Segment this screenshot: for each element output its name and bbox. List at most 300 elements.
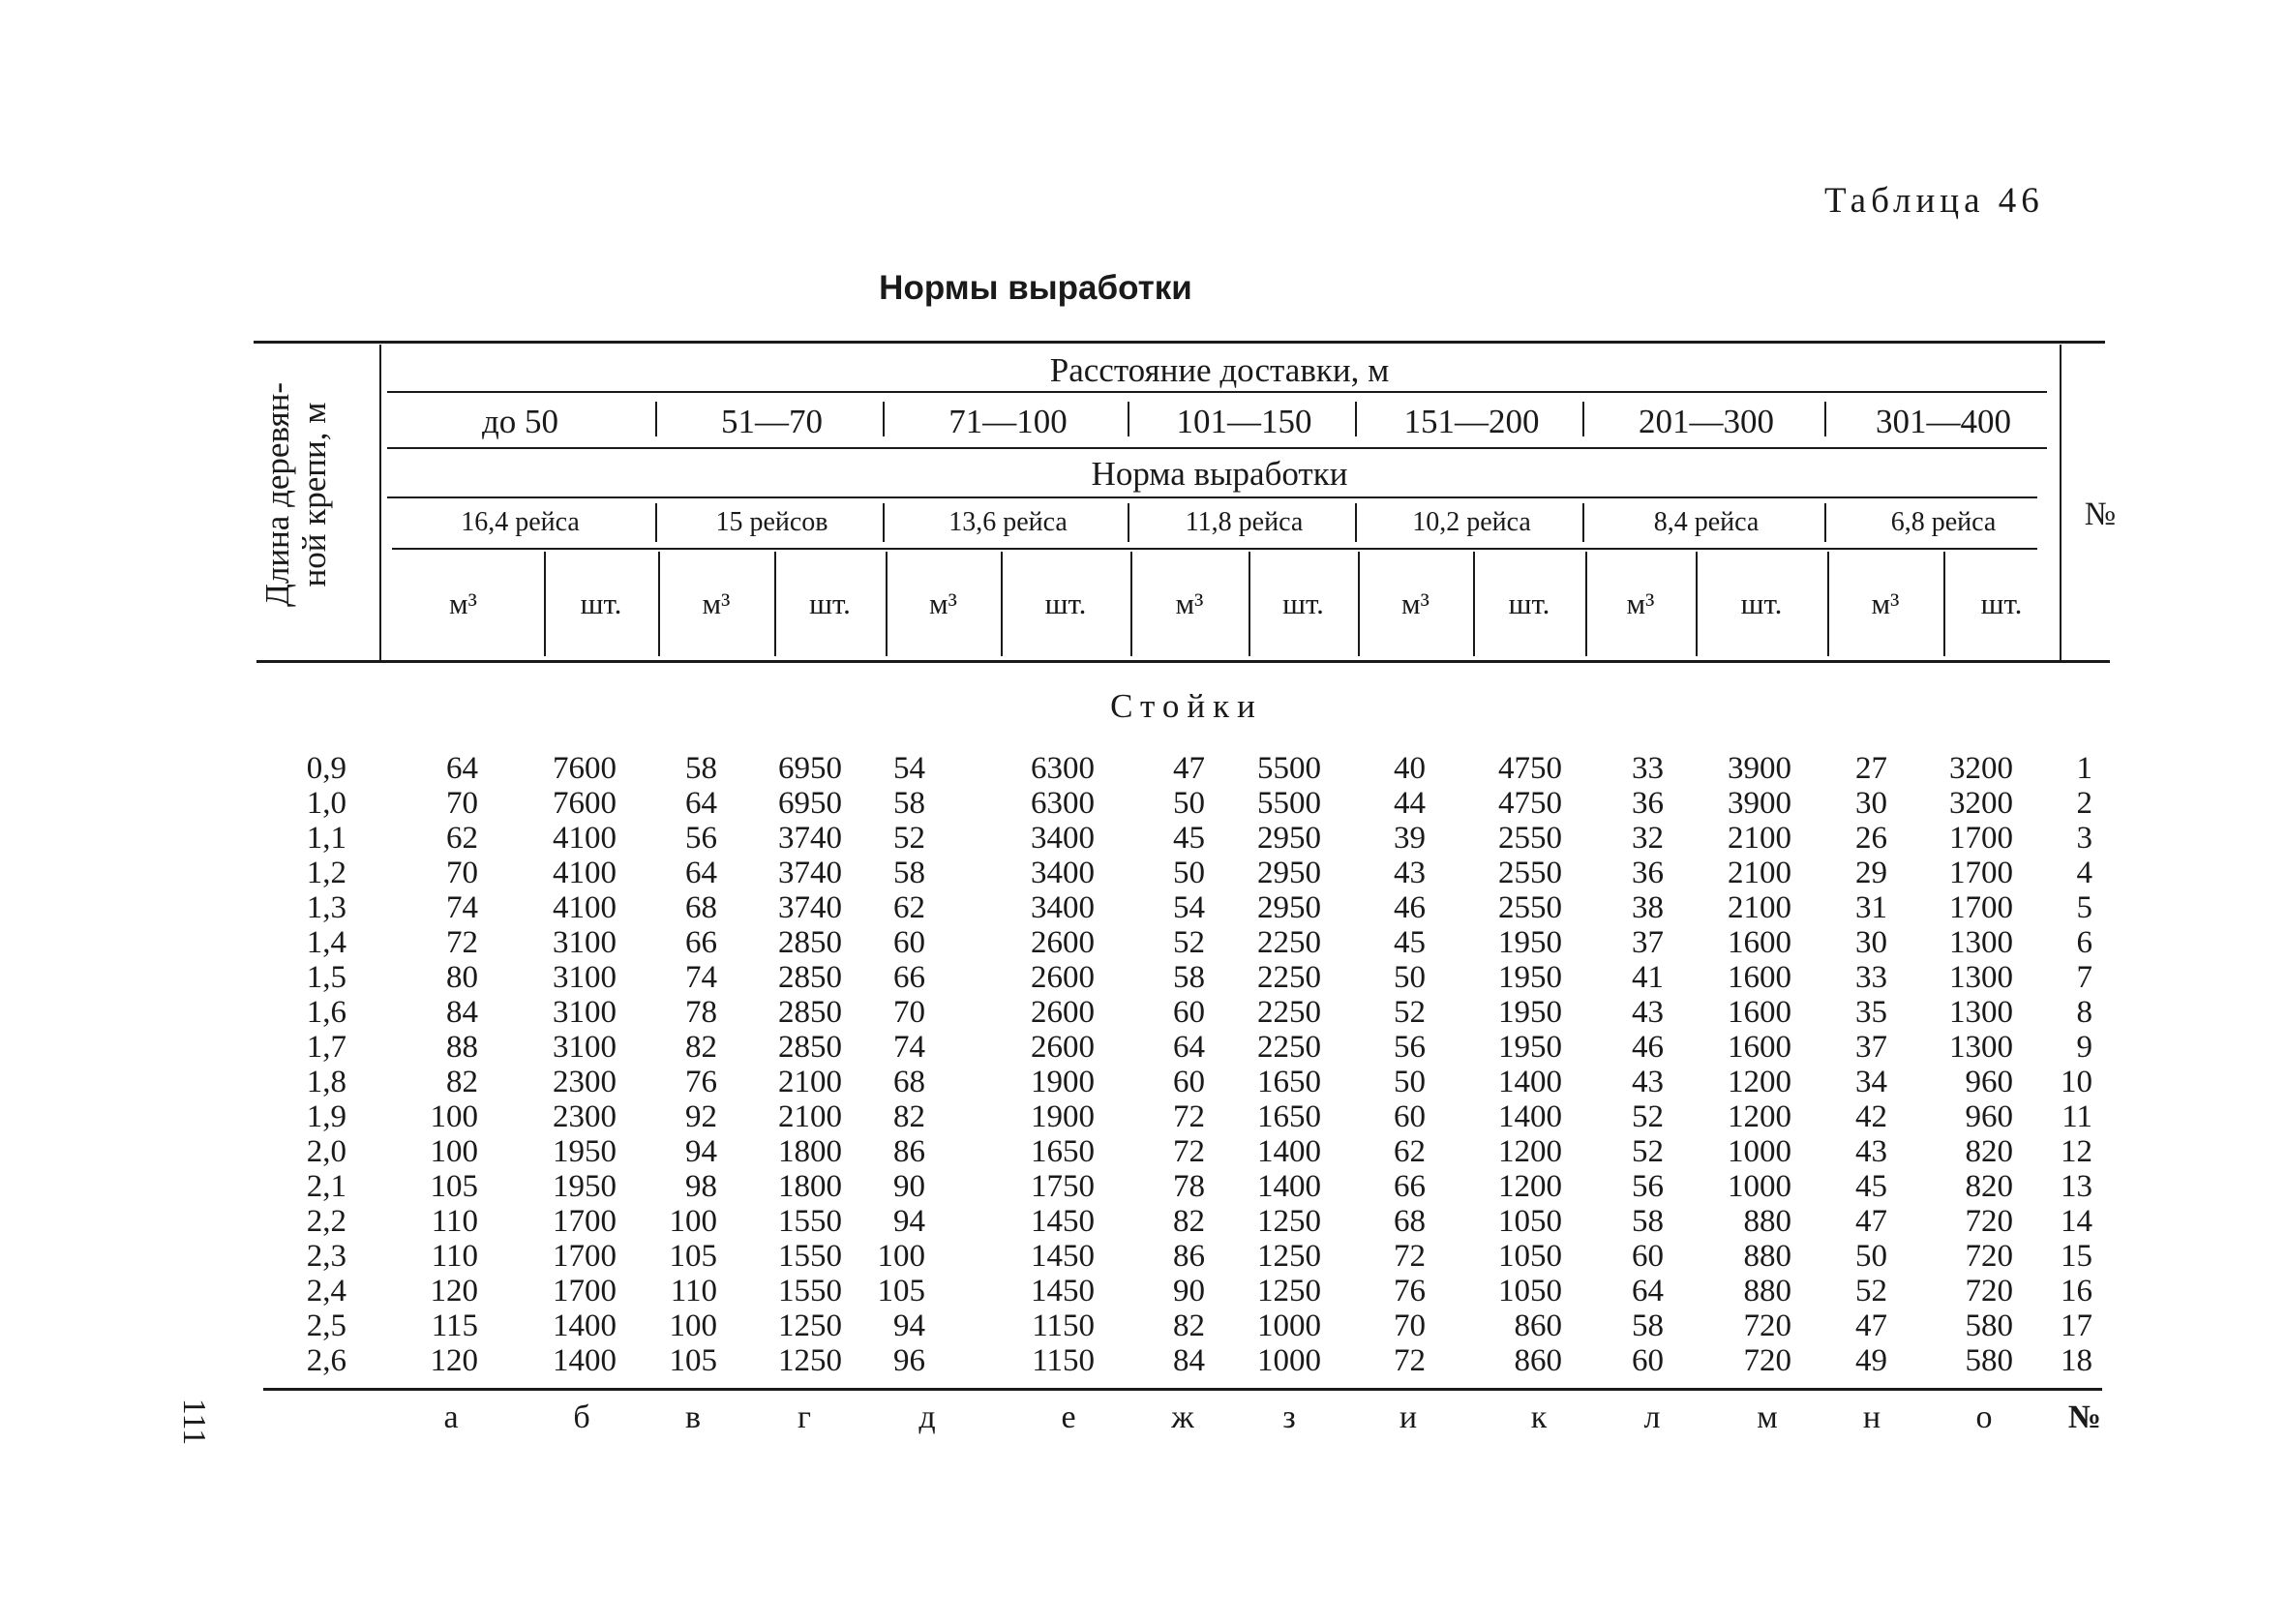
trips-count: 15 рейсов [715, 507, 828, 537]
value-cell: 115 [431, 1308, 478, 1343]
value-cell: 3900 [1728, 751, 1791, 786]
row-number-cell: 15 [2061, 1239, 2092, 1274]
value-cell: 1250 [1257, 1239, 1321, 1274]
value-cell: 4100 [553, 856, 617, 890]
row-number-cell: 18 [2061, 1343, 2092, 1378]
value-cell: 82 [446, 1065, 478, 1099]
row-number-cell: 6 [2076, 925, 2092, 960]
row-number-cell: 8 [2076, 995, 2092, 1030]
value-cell: 2250 [1257, 1030, 1321, 1065]
header-bottom-rule [256, 660, 2110, 663]
distance-caption: Расстояние доставки, м [1049, 351, 1390, 389]
value-cell: 820 [1965, 1169, 2013, 1204]
trips-count: 8,4 рейса [1653, 507, 1760, 537]
unit-pcs: шт. [1980, 586, 2023, 620]
value-cell: 70 [446, 786, 478, 821]
value-cell: 64 [1173, 1030, 1205, 1065]
value-cell: 1250 [778, 1343, 842, 1378]
length-cell: 1,3 [306, 890, 346, 925]
value-cell: 4750 [1498, 751, 1562, 786]
value-cell: 37 [1855, 1030, 1887, 1065]
footer-number: № [2067, 1399, 2102, 1435]
value-cell: 880 [1743, 1239, 1791, 1274]
value-cell: 880 [1743, 1274, 1791, 1308]
unit-m3: м³ [1626, 586, 1655, 620]
value-cell: 860 [1514, 1343, 1562, 1378]
value-cell: 2600 [1031, 960, 1095, 995]
value-cell: 64 [685, 856, 717, 890]
value-cell: 84 [1173, 1343, 1205, 1378]
value-cell: 3100 [553, 1030, 617, 1065]
column-letter: м [1757, 1399, 1778, 1435]
value-cell: 35 [1855, 995, 1887, 1030]
value-cell: 2250 [1257, 925, 1321, 960]
value-cell: 120 [430, 1274, 478, 1308]
value-cell: 860 [1514, 1308, 1562, 1343]
value-cell: 68 [1394, 1204, 1426, 1239]
value-cell: 100 [877, 1239, 925, 1274]
value-cell: 84 [446, 995, 478, 1030]
value-cell: 50 [1394, 1065, 1426, 1099]
value-cell: 2600 [1031, 995, 1095, 1030]
value-cell: 2950 [1257, 856, 1321, 890]
value-cell: 6300 [1031, 751, 1095, 786]
length-cell: 1,6 [306, 995, 346, 1030]
rule-under-distance-caption [387, 391, 2047, 393]
value-cell: 7600 [553, 786, 617, 821]
value-cell: 60 [1173, 1065, 1205, 1099]
value-cell: 1600 [1728, 925, 1791, 960]
value-cell: 27 [1855, 751, 1887, 786]
value-cell: 66 [1394, 1169, 1426, 1204]
value-cell: 2100 [1728, 821, 1791, 856]
value-cell: 720 [1965, 1204, 2013, 1239]
unit-pcs: шт. [1508, 586, 1550, 620]
value-cell: 68 [685, 890, 717, 925]
value-cell: 40 [1394, 751, 1426, 786]
value-cell: 86 [1173, 1239, 1205, 1274]
value-cell: 1050 [1498, 1204, 1562, 1239]
value-cell: 2550 [1498, 890, 1562, 925]
value-cell: 3100 [553, 925, 617, 960]
value-cell: 1200 [1498, 1134, 1562, 1169]
value-cell: 70 [1394, 1308, 1426, 1343]
value-cell: 56 [685, 821, 717, 856]
value-cell: 68 [893, 1065, 925, 1099]
value-cell: 2850 [778, 925, 842, 960]
value-cell: 94 [893, 1204, 925, 1239]
length-cell: 1,1 [306, 821, 346, 856]
length-cell: 2,1 [306, 1169, 346, 1204]
column-letter: е [1061, 1399, 1076, 1435]
value-cell: 1700 [1949, 890, 2013, 925]
value-cell: 50 [1173, 856, 1205, 890]
value-cell: 2250 [1257, 995, 1321, 1030]
value-cell: 39 [1394, 821, 1426, 856]
value-cell: 50 [1855, 1239, 1887, 1274]
row-number-cell: 4 [2076, 856, 2092, 890]
value-cell: 56 [1632, 1169, 1664, 1204]
value-cell: 1650 [1257, 1065, 1321, 1099]
value-cell: 1400 [1498, 1099, 1562, 1134]
value-cell: 110 [670, 1274, 717, 1308]
value-cell: 3100 [553, 960, 617, 995]
distance-range: 151—200 [1403, 403, 1540, 440]
value-cell: 58 [1632, 1204, 1664, 1239]
value-cell: 1800 [778, 1134, 842, 1169]
column-letter: д [918, 1399, 936, 1435]
value-cell: 960 [1965, 1065, 2013, 1099]
value-cell: 82 [685, 1030, 717, 1065]
value-cell: 60 [1394, 1099, 1426, 1134]
rule-under-trips [392, 548, 2037, 550]
value-cell: 72 [1173, 1134, 1205, 1169]
row-number-cell: 17 [2061, 1308, 2092, 1343]
column-letter: и [1399, 1399, 1418, 1435]
value-cell: 33 [1855, 960, 1887, 995]
value-cell: 2100 [1728, 856, 1791, 890]
value-cell: 880 [1743, 1204, 1791, 1239]
value-cell: 74 [446, 890, 478, 925]
value-cell: 1600 [1728, 1030, 1791, 1065]
unit-pcs: шт. [580, 586, 622, 620]
value-cell: 2250 [1257, 960, 1321, 995]
column-letter: о [1975, 1399, 1993, 1435]
value-cell: 6950 [778, 786, 842, 821]
value-cell: 82 [1173, 1308, 1205, 1343]
value-cell: 1250 [1257, 1274, 1321, 1308]
length-cell: 2,5 [306, 1308, 346, 1343]
value-cell: 4750 [1498, 786, 1562, 821]
value-cell: 6300 [1031, 786, 1095, 821]
value-cell: 1150 [1032, 1308, 1095, 1343]
value-cell: 54 [1173, 890, 1205, 925]
unit-m3: м³ [1871, 586, 1900, 620]
column-letter: ж [1171, 1399, 1194, 1435]
value-cell: 92 [685, 1099, 717, 1134]
right-header-divider [2060, 345, 2061, 660]
value-cell: 1950 [1498, 960, 1562, 995]
value-cell: 1700 [553, 1239, 617, 1274]
value-cell: 820 [1965, 1134, 2013, 1169]
value-cell: 110 [431, 1239, 478, 1274]
value-cell: 60 [1632, 1343, 1664, 1378]
value-cell: 80 [446, 960, 478, 995]
distance-range: до 50 [481, 403, 559, 440]
value-cell: 90 [893, 1169, 925, 1204]
value-cell: 3740 [778, 856, 842, 890]
column-letter: г [797, 1399, 811, 1435]
value-cell: 2850 [778, 995, 842, 1030]
value-cell: 2550 [1498, 856, 1562, 890]
unit-pcs: шт. [1282, 586, 1324, 620]
value-cell: 1450 [1031, 1239, 1095, 1274]
value-cell: 52 [1394, 995, 1426, 1030]
row-number-cell: 10 [2061, 1065, 2092, 1099]
unit-m3: м³ [1175, 586, 1204, 620]
value-cell: 1000 [1257, 1343, 1321, 1378]
value-cell: 720 [1965, 1239, 2013, 1274]
value-cell: 45 [1855, 1169, 1887, 1204]
value-cell: 43 [1855, 1134, 1887, 1169]
value-cell: 74 [685, 960, 717, 995]
row-number-cell: 12 [2061, 1134, 2092, 1169]
value-cell: 58 [893, 856, 925, 890]
value-cell: 96 [893, 1343, 925, 1378]
value-cell: 52 [1855, 1274, 1887, 1308]
value-cell: 47 [1855, 1204, 1887, 1239]
row-number-cell: 9 [2076, 1030, 2092, 1065]
value-cell: 1400 [553, 1308, 617, 1343]
value-cell: 52 [1632, 1134, 1664, 1169]
norm-caption: Норма выработки [1091, 455, 1348, 493]
value-cell: 960 [1965, 1099, 2013, 1134]
value-cell: 2300 [553, 1099, 617, 1134]
column-letter: л [1643, 1399, 1661, 1435]
value-cell: 36 [1632, 786, 1664, 821]
value-cell: 1800 [778, 1169, 842, 1204]
value-cell: 5500 [1257, 751, 1321, 786]
value-cell: 2850 [778, 960, 842, 995]
unit-m3: м³ [449, 586, 477, 620]
value-cell: 46 [1632, 1030, 1664, 1065]
value-cell: 1600 [1728, 960, 1791, 995]
value-cell: 72 [1173, 1099, 1205, 1134]
value-cell: 580 [1965, 1308, 2013, 1343]
unit-pcs: шт. [809, 586, 851, 620]
value-cell: 60 [893, 925, 925, 960]
value-cell: 1300 [1949, 925, 2013, 960]
value-cell: 110 [431, 1204, 478, 1239]
value-cell: 100 [430, 1134, 478, 1169]
number-column-header: № [2084, 496, 2117, 532]
value-cell: 1050 [1498, 1239, 1562, 1274]
trips-count: 10,2 рейса [1412, 507, 1531, 537]
value-cell: 43 [1632, 995, 1664, 1030]
value-cell: 1250 [778, 1308, 842, 1343]
value-cell: 1250 [1257, 1204, 1321, 1239]
length-cell: 2,0 [306, 1134, 346, 1169]
column-letter: з [1282, 1399, 1296, 1435]
value-cell: 1200 [1728, 1065, 1791, 1099]
value-cell: 64 [1632, 1274, 1664, 1308]
unit-pcs: шт. [1044, 586, 1087, 620]
value-cell: 720 [1965, 1274, 2013, 1308]
value-cell: 52 [1632, 1099, 1664, 1134]
row-number-cell: 5 [2076, 890, 2092, 925]
value-cell: 66 [685, 925, 717, 960]
length-cell: 1,9 [306, 1099, 346, 1134]
value-cell: 45 [1394, 925, 1426, 960]
value-cell: 58 [1632, 1308, 1664, 1343]
value-cell: 46 [1394, 890, 1426, 925]
value-cell: 38 [1632, 890, 1664, 925]
value-cell: 74 [893, 1030, 925, 1065]
value-cell: 1650 [1031, 1134, 1095, 1169]
value-cell: 31 [1855, 890, 1887, 925]
value-cell: 43 [1394, 856, 1426, 890]
value-cell: 1950 [553, 1169, 617, 1204]
value-cell: 100 [430, 1099, 478, 1134]
value-cell: 5500 [1257, 786, 1321, 821]
value-cell: 1550 [778, 1204, 842, 1239]
unit-pcs: шт. [1740, 586, 1783, 620]
value-cell: 2600 [1031, 925, 1095, 960]
row-number-cell: 7 [2076, 960, 2092, 995]
page-number: 111 [176, 1398, 213, 1446]
row-number-cell: 16 [2061, 1274, 2092, 1308]
value-cell: 72 [1394, 1343, 1426, 1378]
value-cell: 3400 [1031, 821, 1095, 856]
row-label-line-1: Длина деревян- [258, 382, 296, 608]
value-cell: 105 [430, 1169, 478, 1204]
value-cell: 56 [1394, 1030, 1426, 1065]
value-cell: 1700 [1949, 856, 2013, 890]
value-cell: 2950 [1257, 890, 1321, 925]
value-cell: 98 [685, 1169, 717, 1204]
row-label-line-2: ной крепи, м [295, 402, 333, 587]
value-cell: 94 [685, 1134, 717, 1169]
row-number-cell: 14 [2061, 1204, 2092, 1239]
value-cell: 54 [893, 751, 925, 786]
value-cell: 105 [877, 1274, 925, 1308]
value-cell: 37 [1632, 925, 1664, 960]
value-cell: 1950 [1498, 1030, 1562, 1065]
value-cell: 1550 [778, 1274, 842, 1308]
column-letter: н [1862, 1399, 1881, 1435]
value-cell: 2550 [1498, 821, 1562, 856]
value-cell: 1300 [1949, 1030, 2013, 1065]
value-cell: 78 [685, 995, 717, 1030]
column-letter: к [1530, 1399, 1548, 1435]
value-cell: 100 [669, 1204, 717, 1239]
trips-count: 13,6 рейса [948, 507, 1068, 537]
value-cell: 1000 [1728, 1134, 1791, 1169]
value-cell: 4100 [553, 890, 617, 925]
value-cell: 2850 [778, 1030, 842, 1065]
value-cell: 1450 [1031, 1274, 1095, 1308]
value-cell: 1550 [778, 1239, 842, 1274]
value-cell: 4100 [553, 821, 617, 856]
value-cell: 120 [430, 1343, 478, 1378]
value-cell: 1950 [553, 1134, 617, 1169]
value-cell: 62 [446, 821, 478, 856]
length-cell: 1,5 [306, 960, 346, 995]
value-cell: 1050 [1498, 1274, 1562, 1308]
value-cell: 1300 [1949, 995, 2013, 1030]
value-cell: 32 [1632, 821, 1664, 856]
table-label: Таблица 46 [1824, 181, 2044, 221]
unit-m3: м³ [702, 586, 731, 620]
table-title: Нормы выработки [879, 269, 1192, 307]
value-cell: 47 [1173, 751, 1205, 786]
value-cell: 50 [1173, 786, 1205, 821]
value-cell: 36 [1632, 856, 1664, 890]
value-cell: 1700 [553, 1274, 617, 1308]
column-letter: в [684, 1399, 702, 1435]
length-cell: 2,4 [306, 1274, 346, 1308]
value-cell: 1600 [1728, 995, 1791, 1030]
length-cell: 1,8 [306, 1065, 346, 1099]
distance-range: 301—400 [1876, 403, 2011, 440]
value-cell: 58 [893, 786, 925, 821]
value-cell: 70 [446, 856, 478, 890]
rule-under-norm-caption [387, 496, 2037, 498]
value-cell: 42 [1855, 1099, 1887, 1134]
value-cell: 1400 [1498, 1065, 1562, 1099]
row-number-cell: 1 [2076, 751, 2092, 786]
value-cell: 3200 [1949, 751, 2013, 786]
column-letter: б [573, 1399, 590, 1435]
value-cell: 1150 [1032, 1343, 1095, 1378]
row-number-cell: 13 [2061, 1169, 2092, 1204]
row-number-cell: 11 [2061, 1099, 2092, 1134]
value-cell: 1700 [1949, 821, 2013, 856]
value-cell: 76 [685, 1065, 717, 1099]
value-cell: 2100 [778, 1099, 842, 1134]
trips-count: 11,8 рейса [1185, 507, 1304, 537]
trips-count: 16,4 рейса [461, 507, 580, 537]
value-cell: 50 [1394, 960, 1426, 995]
distance-range: 51—70 [721, 403, 823, 440]
value-cell: 1650 [1257, 1099, 1321, 1134]
value-cell: 6950 [778, 751, 842, 786]
value-cell: 72 [446, 925, 478, 960]
value-cell: 44 [1394, 786, 1426, 821]
value-cell: 2600 [1031, 1030, 1095, 1065]
value-cell: 720 [1743, 1343, 1791, 1378]
value-cell: 60 [1632, 1239, 1664, 1274]
value-cell: 2300 [553, 1065, 617, 1099]
value-cell: 62 [1394, 1134, 1426, 1169]
value-cell: 3400 [1031, 856, 1095, 890]
value-cell: 43 [1632, 1065, 1664, 1099]
value-cell: 1400 [1257, 1134, 1321, 1169]
value-cell: 1400 [553, 1343, 617, 1378]
value-cell: 3200 [1949, 786, 2013, 821]
value-cell: 100 [669, 1308, 717, 1343]
value-cell: 580 [1965, 1343, 2013, 1378]
value-cell: 41 [1632, 960, 1664, 995]
section-title: Стойки [1110, 687, 1263, 725]
value-cell: 82 [893, 1099, 925, 1134]
value-cell: 1950 [1498, 925, 1562, 960]
value-cell: 1000 [1728, 1169, 1791, 1204]
column-letter: а [443, 1399, 459, 1435]
value-cell: 2100 [778, 1065, 842, 1099]
value-cell: 34 [1855, 1065, 1887, 1099]
length-cell: 2,3 [306, 1239, 346, 1274]
length-cell: 1,0 [306, 786, 346, 821]
length-cell: 2,6 [306, 1343, 346, 1378]
value-cell: 1750 [1031, 1169, 1095, 1204]
value-cell: 1900 [1031, 1099, 1095, 1134]
trips-count: 6,8 рейса [1890, 507, 1997, 537]
value-cell: 64 [446, 751, 478, 786]
value-cell: 3100 [553, 995, 617, 1030]
value-cell: 78 [1173, 1169, 1205, 1204]
value-cell: 90 [1173, 1274, 1205, 1308]
value-cell: 3400 [1031, 890, 1095, 925]
value-cell: 72 [1394, 1239, 1426, 1274]
value-cell: 720 [1743, 1308, 1791, 1343]
value-cell: 58 [685, 751, 717, 786]
value-cell: 62 [893, 890, 925, 925]
value-cell: 47 [1855, 1308, 1887, 1343]
value-cell: 1900 [1031, 1065, 1095, 1099]
value-cell: 58 [1173, 960, 1205, 995]
length-cell: 1,4 [306, 925, 346, 960]
